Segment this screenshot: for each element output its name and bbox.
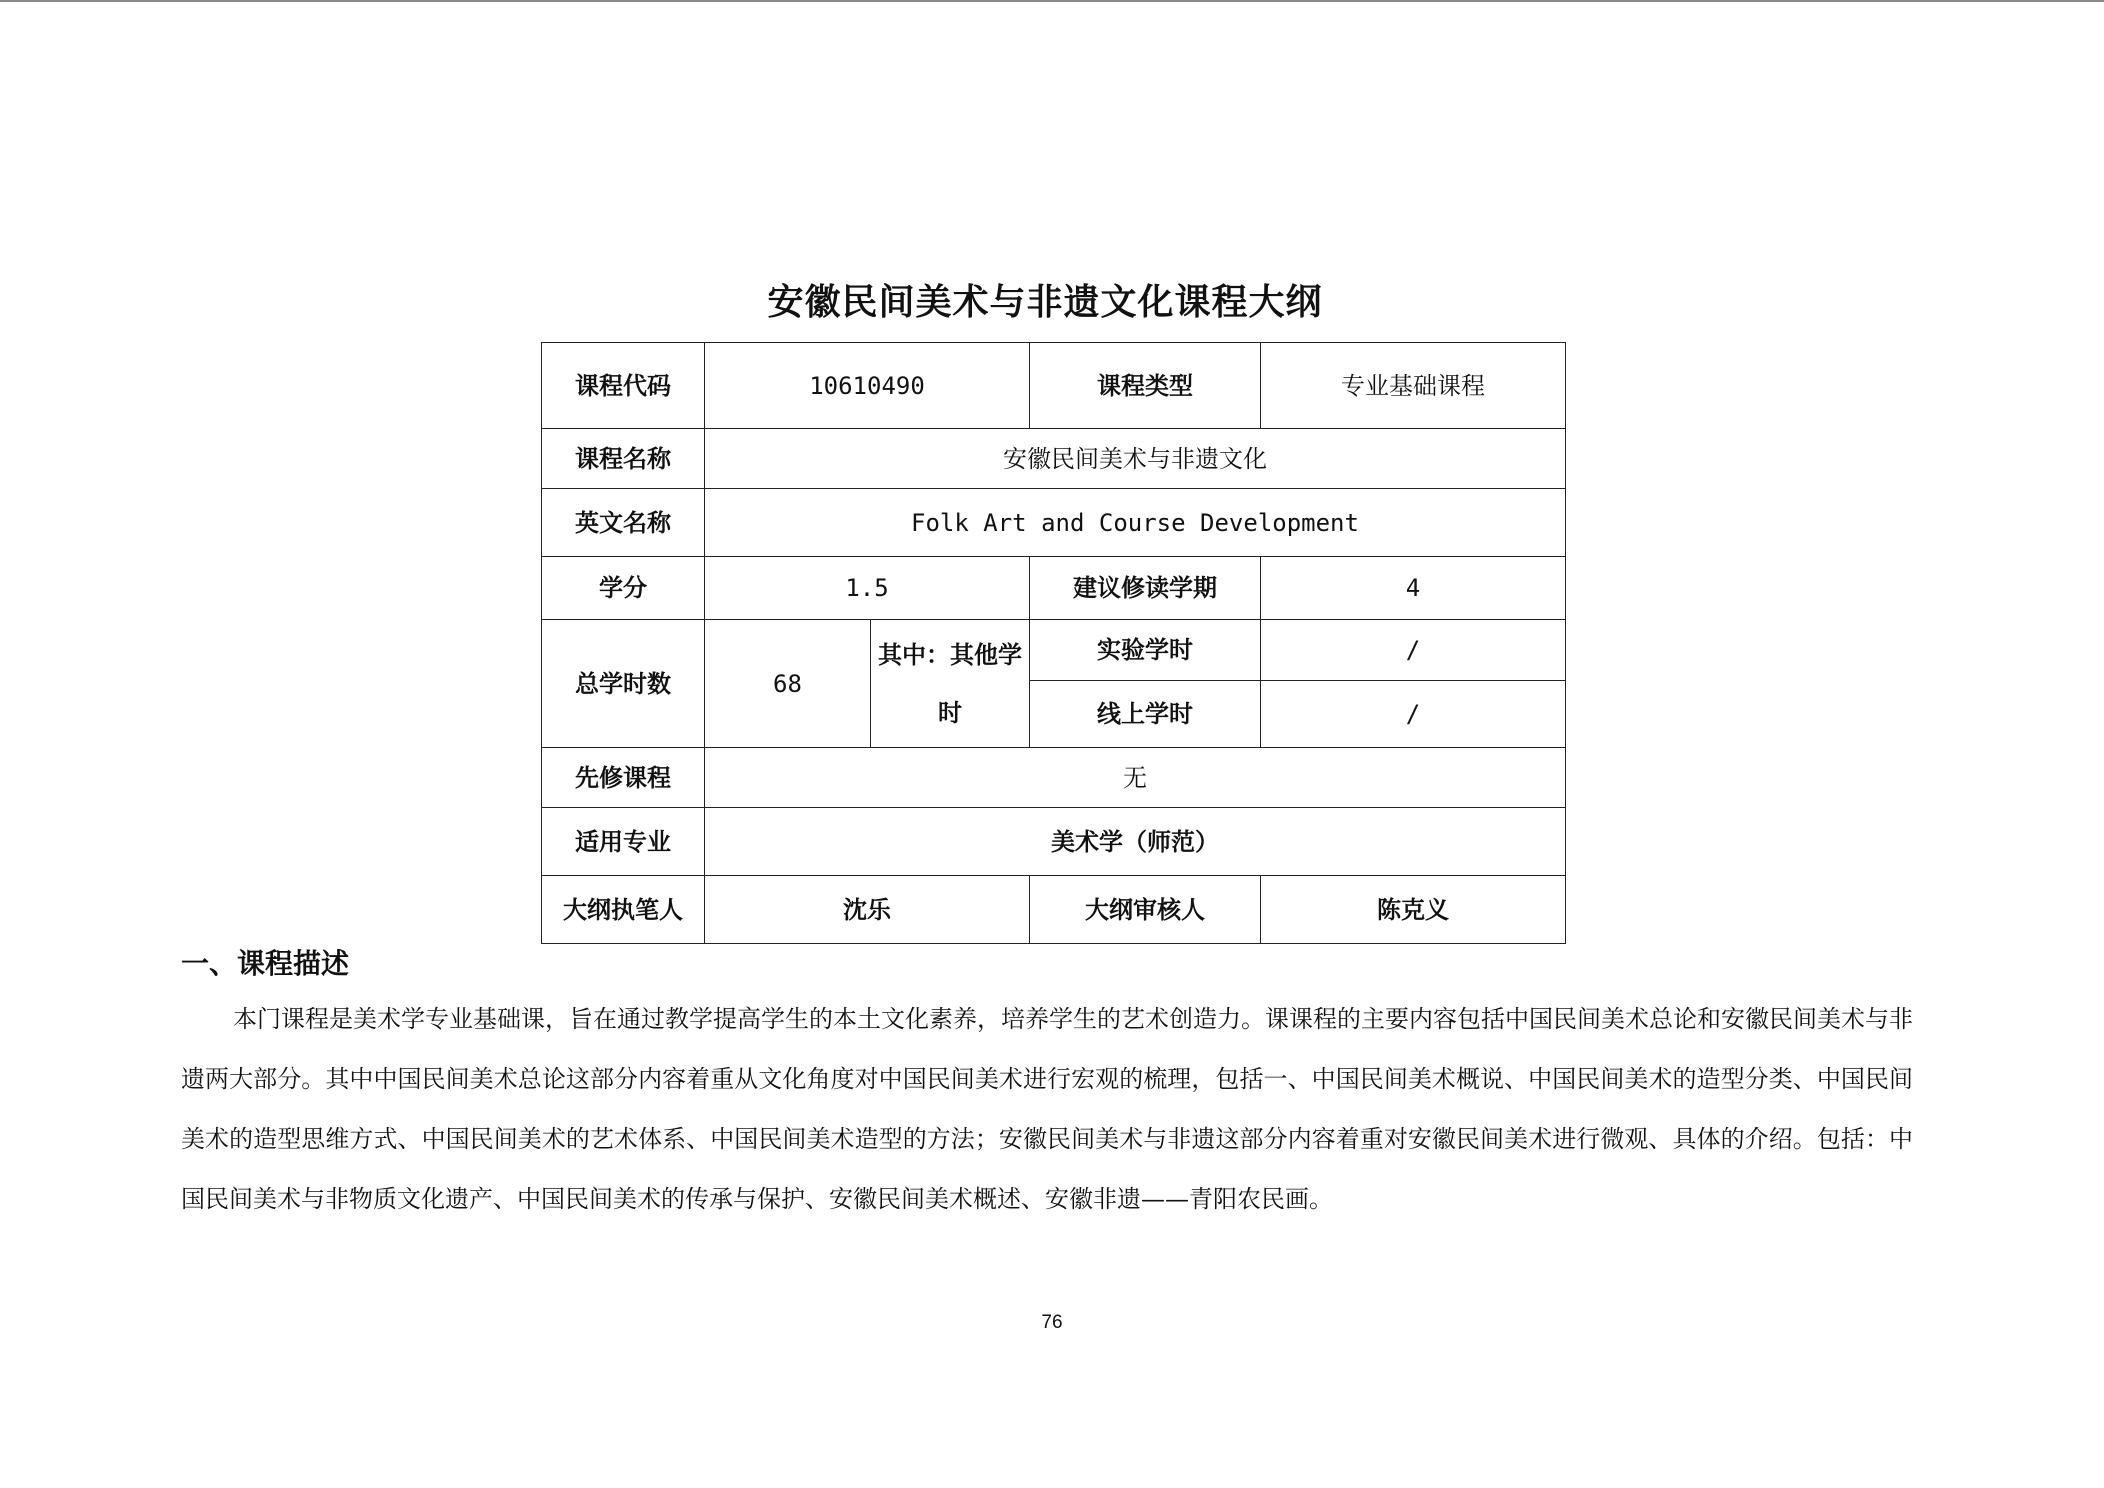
course-code-label: 课程代码 bbox=[542, 343, 705, 429]
document-title: 安徽民间美术与非遗文化课程大纲 bbox=[767, 282, 1323, 323]
course-name-label: 课程名称 bbox=[542, 429, 705, 489]
table-row bbox=[542, 343, 1566, 429]
prerequisite-value: 无 bbox=[705, 748, 1566, 808]
author-label: 大纲执笔人 bbox=[542, 876, 705, 944]
reviewer-value: 陈克义 bbox=[1261, 876, 1566, 944]
course-type-value: 专业基础课程 bbox=[1261, 343, 1566, 429]
author-value: 沈乐 bbox=[705, 876, 1030, 944]
major-label: 适用专业 bbox=[542, 808, 705, 876]
online-hours-label: 线上学时 bbox=[1030, 681, 1261, 748]
course-code-value: 10610490 bbox=[705, 343, 1030, 429]
total-hours-label: 总学时数 bbox=[542, 620, 705, 748]
table-row bbox=[542, 620, 1566, 681]
course-description-paragraph: 本门课程是美术学专业基础课，旨在通过教学提高学生的本土文化素养，培养学生的艺术创造力。课课程的主要内容包括中国民间美术总论和安徽民间美术与非遗两大部分。其中中国民间美术总论这部分内容着重从文化角度对中国民间美术进行宏观的梳理，包括一、中国民间美术概说、中国民间美术的造型分类、中国民间美术的造型思维方式、中国民间美术的艺术体系、中国民间美术造型的方法；安徽民间美术与非遗这部分内容着重对安徽民间美术进行微观、具体的介绍。包括：中国民间美术与非物质文化遗产、中国民间美术的传承与保护、安徽民间美术概述、安徽非遗——青阳农民画。 bbox=[181, 1005, 1913, 1213]
course-type-label: 课程类型 bbox=[1030, 343, 1261, 429]
table-row bbox=[542, 876, 1566, 944]
semester-label: 建议修读学期 bbox=[1030, 557, 1261, 620]
table-row bbox=[542, 557, 1566, 620]
lab-hours-label: 实验学时 bbox=[1030, 620, 1261, 681]
credits-value: 1.5 bbox=[705, 557, 1030, 620]
other-hours-label: 其中：其他学时 bbox=[871, 620, 1030, 748]
english-name-value: Folk Art and Course Development bbox=[705, 489, 1566, 557]
page-number: 76 bbox=[1041, 1312, 1063, 1333]
total-hours-value: 68 bbox=[705, 620, 871, 748]
online-hours-value: / bbox=[1261, 681, 1566, 748]
lab-hours-value: / bbox=[1261, 620, 1566, 681]
major-value: 美术学（师范） bbox=[705, 808, 1566, 876]
credits-label: 学分 bbox=[542, 557, 705, 620]
course-name-value: 安徽民间美术与非遗文化 bbox=[705, 429, 1566, 489]
english-name-label: 英文名称 bbox=[542, 489, 705, 557]
prerequisite-label: 先修课程 bbox=[542, 748, 705, 808]
table-row bbox=[542, 748, 1566, 808]
semester-value: 4 bbox=[1261, 557, 1566, 620]
course-info-table bbox=[541, 342, 1566, 944]
section-heading-course-description: 一、课程描述 bbox=[181, 947, 350, 980]
top-border-line bbox=[0, 0, 2104, 2]
table-row bbox=[542, 808, 1566, 876]
table-row bbox=[542, 429, 1566, 489]
reviewer-label: 大纲审核人 bbox=[1030, 876, 1261, 944]
table-row bbox=[542, 489, 1566, 557]
